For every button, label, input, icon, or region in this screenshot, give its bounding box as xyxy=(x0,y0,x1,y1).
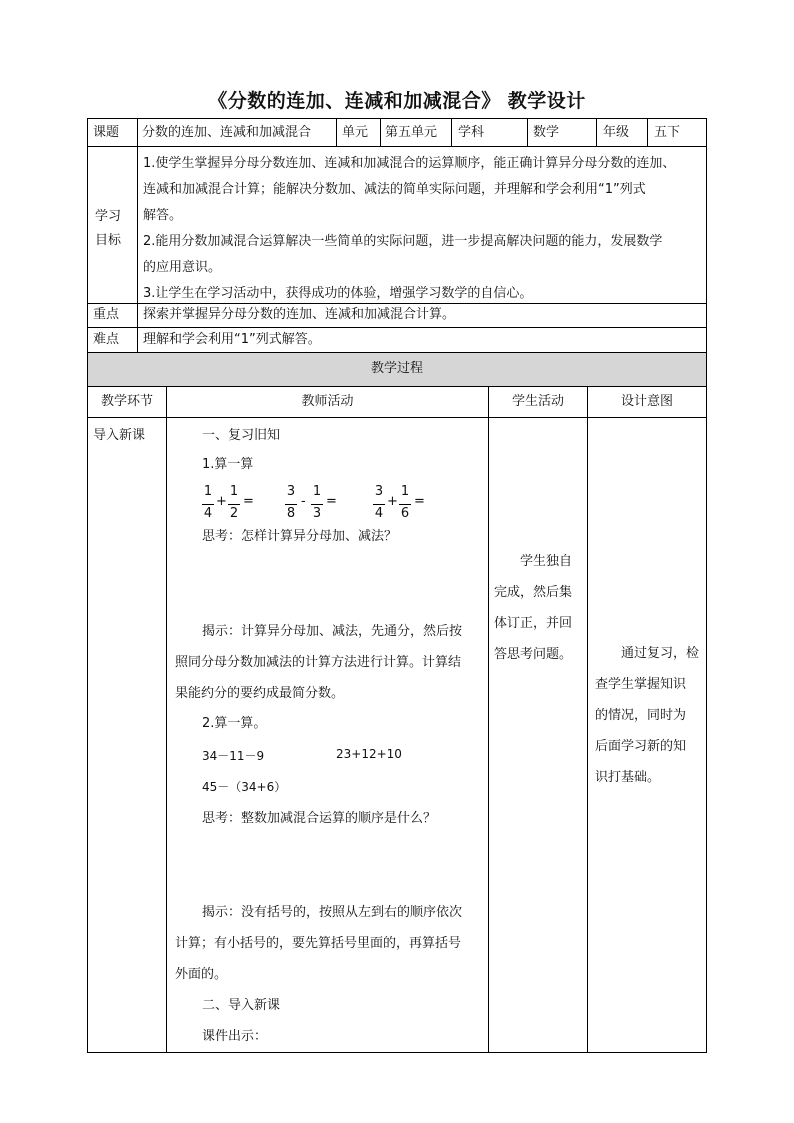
key-point-text: 探索并掌握异分母分数的连加、连减和加减混合计算。 xyxy=(143,307,456,322)
fraction-expr-2: 3 8 - 1 3 = xyxy=(286,484,337,521)
think-question-2: 思考：整数加减混合运算的顺序是什么？ xyxy=(202,811,437,826)
topic-value: 分数的连加、连减和加减混合 xyxy=(142,125,312,140)
design-intent: 通过复习，检 查学生掌握知识 的情况，同时为 后面学习新的知 识打基础。 xyxy=(595,646,700,785)
review-title: 一、复习旧知 xyxy=(202,428,281,443)
objective-line: 的应用意识。 xyxy=(143,260,222,275)
expression-c: 45－（34+6） xyxy=(202,780,287,794)
objective-line: 2.能用分数加减混合运算解决一些简单的实际问题，进一步提高解决问题的能力，发展数学 xyxy=(143,234,663,249)
grade-label: 年级 xyxy=(603,125,630,140)
process-header: 教学过程 xyxy=(370,361,423,376)
objective-line: 连减和加减混合计算；能解决分数加、减法的简单实际问题，并理解和学会利用“1”列式 xyxy=(143,182,646,197)
col-header-stage: 教学环节 xyxy=(100,394,153,409)
expression-b: 23+12+10 xyxy=(336,747,402,761)
subject-value: 数学 xyxy=(533,125,560,140)
objectives-text xyxy=(143,151,705,307)
expression-a: 34－11－9 xyxy=(202,749,265,763)
calc2-title: 2.算一算。 xyxy=(202,716,267,731)
difficulty-label: 难点 xyxy=(93,332,120,347)
objectives-label: 学习 目标 xyxy=(95,209,122,248)
objective-line: 1.使学生掌握异分母分数连加、连减和加减混合的运算顺序，能正确计算异分母分数的连加、 xyxy=(143,156,676,171)
key-point-label: 重点 xyxy=(93,307,120,322)
subject-label: 学科 xyxy=(458,125,485,140)
stage-label: 导入新课 xyxy=(93,428,146,443)
topic-label: 课题 xyxy=(93,125,120,140)
objective-line: 解答。 xyxy=(143,208,183,223)
page-title: 《分数的连加、连减和加减混合》 教学设计 xyxy=(208,90,586,112)
unit-value: 第五单元 xyxy=(385,125,438,140)
calc1-title: 1.算一算 xyxy=(202,457,254,472)
student-activity: 学生独自 完成，然后集 体订正，并回 答思考问题。 xyxy=(494,554,573,662)
hint-2: 揭示：没有括号的，按照从左到右的顺序依次 计算；有小括号的，要先算括号里面的，再算括号 外面的。 xyxy=(175,905,463,982)
col-header-student: 学生活动 xyxy=(511,394,564,409)
unit-label: 单元 xyxy=(342,125,369,140)
col-header-teacher: 教师活动 xyxy=(301,394,354,409)
intro-title: 二、导入新课 xyxy=(202,998,281,1013)
think-question-1: 思考：怎样计算异分母加、减法？ xyxy=(202,529,398,544)
courseware-label: 课件出示： xyxy=(202,1029,268,1044)
grade-value: 五下 xyxy=(654,125,681,140)
difficulty-text: 理解和学会利用“1”列式解答。 xyxy=(143,332,321,347)
objective-line: 3.让学生在学习活动中，获得成功的体验，增强学习数学的自信心。 xyxy=(143,286,533,301)
fraction-expr-3: 3 4 + 1 6 = xyxy=(374,484,425,521)
col-header-intent: 设计意图 xyxy=(620,394,673,409)
fraction-expr-1: 1 4 + 1 2 = xyxy=(203,484,254,521)
hint-1: 揭示：计算异分母加、减法，先通分，然后按 照同分母分数加减法的计算方法进行计算。计算结 果能约分的要约成最简分数。 xyxy=(175,624,463,701)
